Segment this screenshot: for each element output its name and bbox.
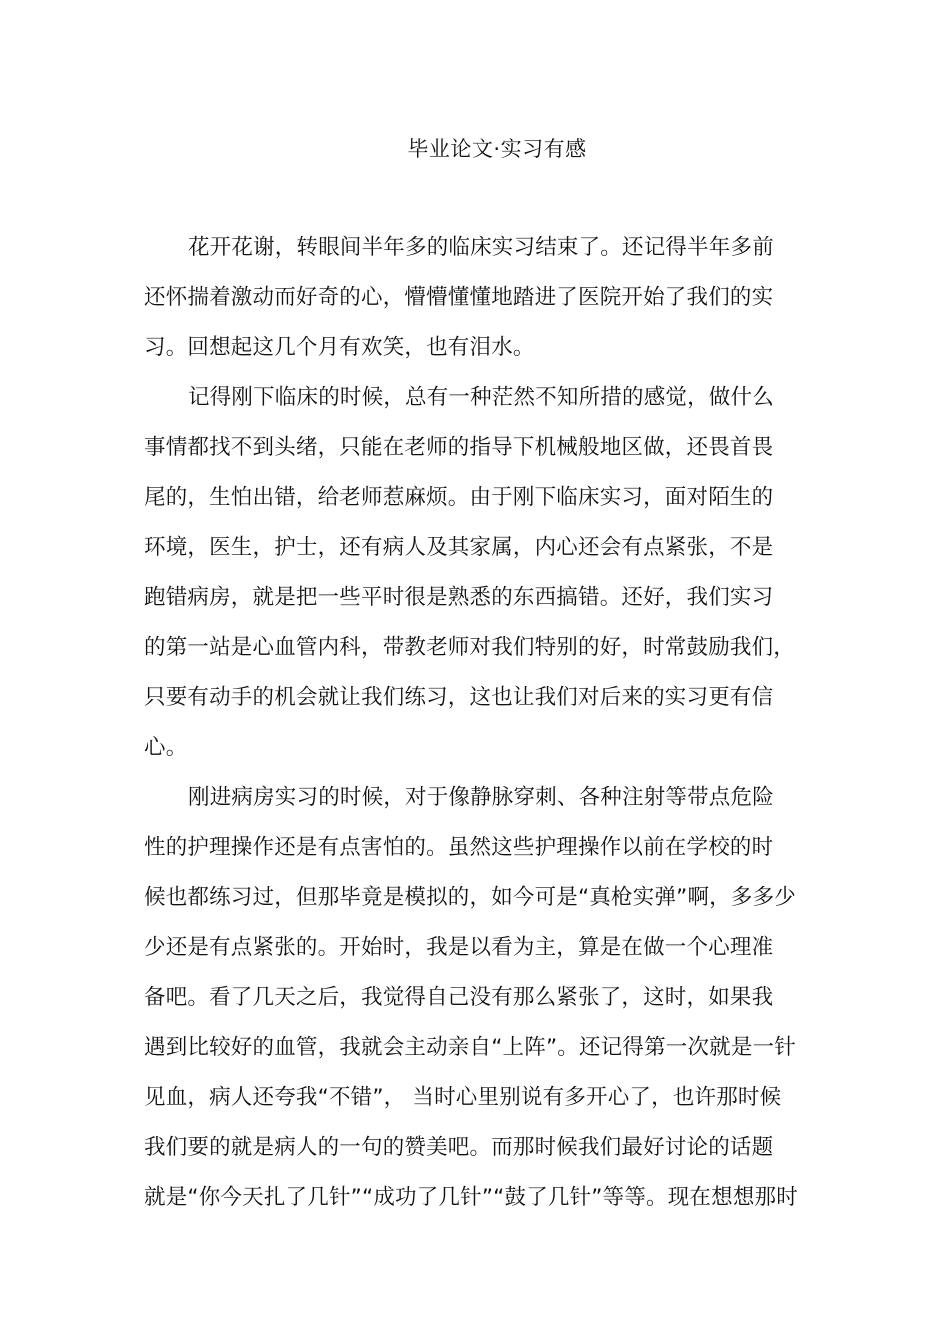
paragraph-line: 还怀揣着激动而好奇的心，懵懵懂懂地踏进了医院开始了我们的实 <box>144 285 774 310</box>
paragraph-line: 性的护理操作还是有点害怕的。虽然这些护理操作以前在学校的时 <box>144 835 774 860</box>
paragraph-line: 跑错病房，就是把一些平时很是熟悉的东西搞错。还好，我们实习 <box>144 585 774 610</box>
paragraph-line: 只要有动手的机会就让我们练习，这也让我们对后来的实习更有信 <box>144 685 774 710</box>
paragraph-line: 候也都练习过，但那毕竟是模拟的，如今可是“真枪实弹”啊，多多少 <box>144 885 796 910</box>
paragraph-line: 遇到比较好的血管，我就会主动亲自“上阵”。还记得第一次就是一针 <box>144 1035 796 1060</box>
paragraph-line: 的第一站是心血管内科，带教老师对我们特别的好，时常鼓励我们， <box>144 635 796 660</box>
paragraph-line: 我们要的就是病人的一句的赞美吧。而那时候我们最好讨论的话题 <box>144 1135 774 1160</box>
paragraph-line: 尾的，生怕出错，给老师惹麻烦。由于刚下临床实习，面对陌生的 <box>144 485 774 510</box>
paragraph-line: 事情都找不到头绪，只能在老师的指导下机械般地区做，还畏首畏 <box>144 435 774 460</box>
paragraph-line: 花开花谢，转眼间半年多的临床实习结束了。还记得半年多前 <box>188 235 774 260</box>
paragraph-line: 刚进病房实习的时候，对于像静脉穿刺、各种注射等带点危险 <box>188 785 774 810</box>
paragraph-line: 见血，病人还夸我“不错”， 当时心里别说有多开心了，也许那时候 <box>144 1085 782 1110</box>
paragraph-line: 备吧。看了几天之后，我觉得自己没有那么紧张了，这时，如果我 <box>144 985 774 1010</box>
paragraph-line: 习。回想起这几个月有欢笑，也有泪水。 <box>144 335 535 360</box>
paragraph-line: 心。 <box>144 735 188 760</box>
paragraph-line: 记得刚下临床的时候，总有一种茫然不知所措的感觉，做什么 <box>188 385 774 410</box>
paragraph-line: 环境，医生，护士，还有病人及其家属，内心还会有点紧张，不是 <box>144 535 774 560</box>
paragraph-line: 就是“你今天扎了几针”“成功了几针”“鼓了几针”等等。现在想想那时 <box>144 1185 798 1210</box>
document-title: 毕业论文·实习有感 <box>407 137 587 161</box>
paragraph-line: 少还是有点紧张的。开始时，我是以看为主，算是在做一个心理准 <box>144 935 774 960</box>
